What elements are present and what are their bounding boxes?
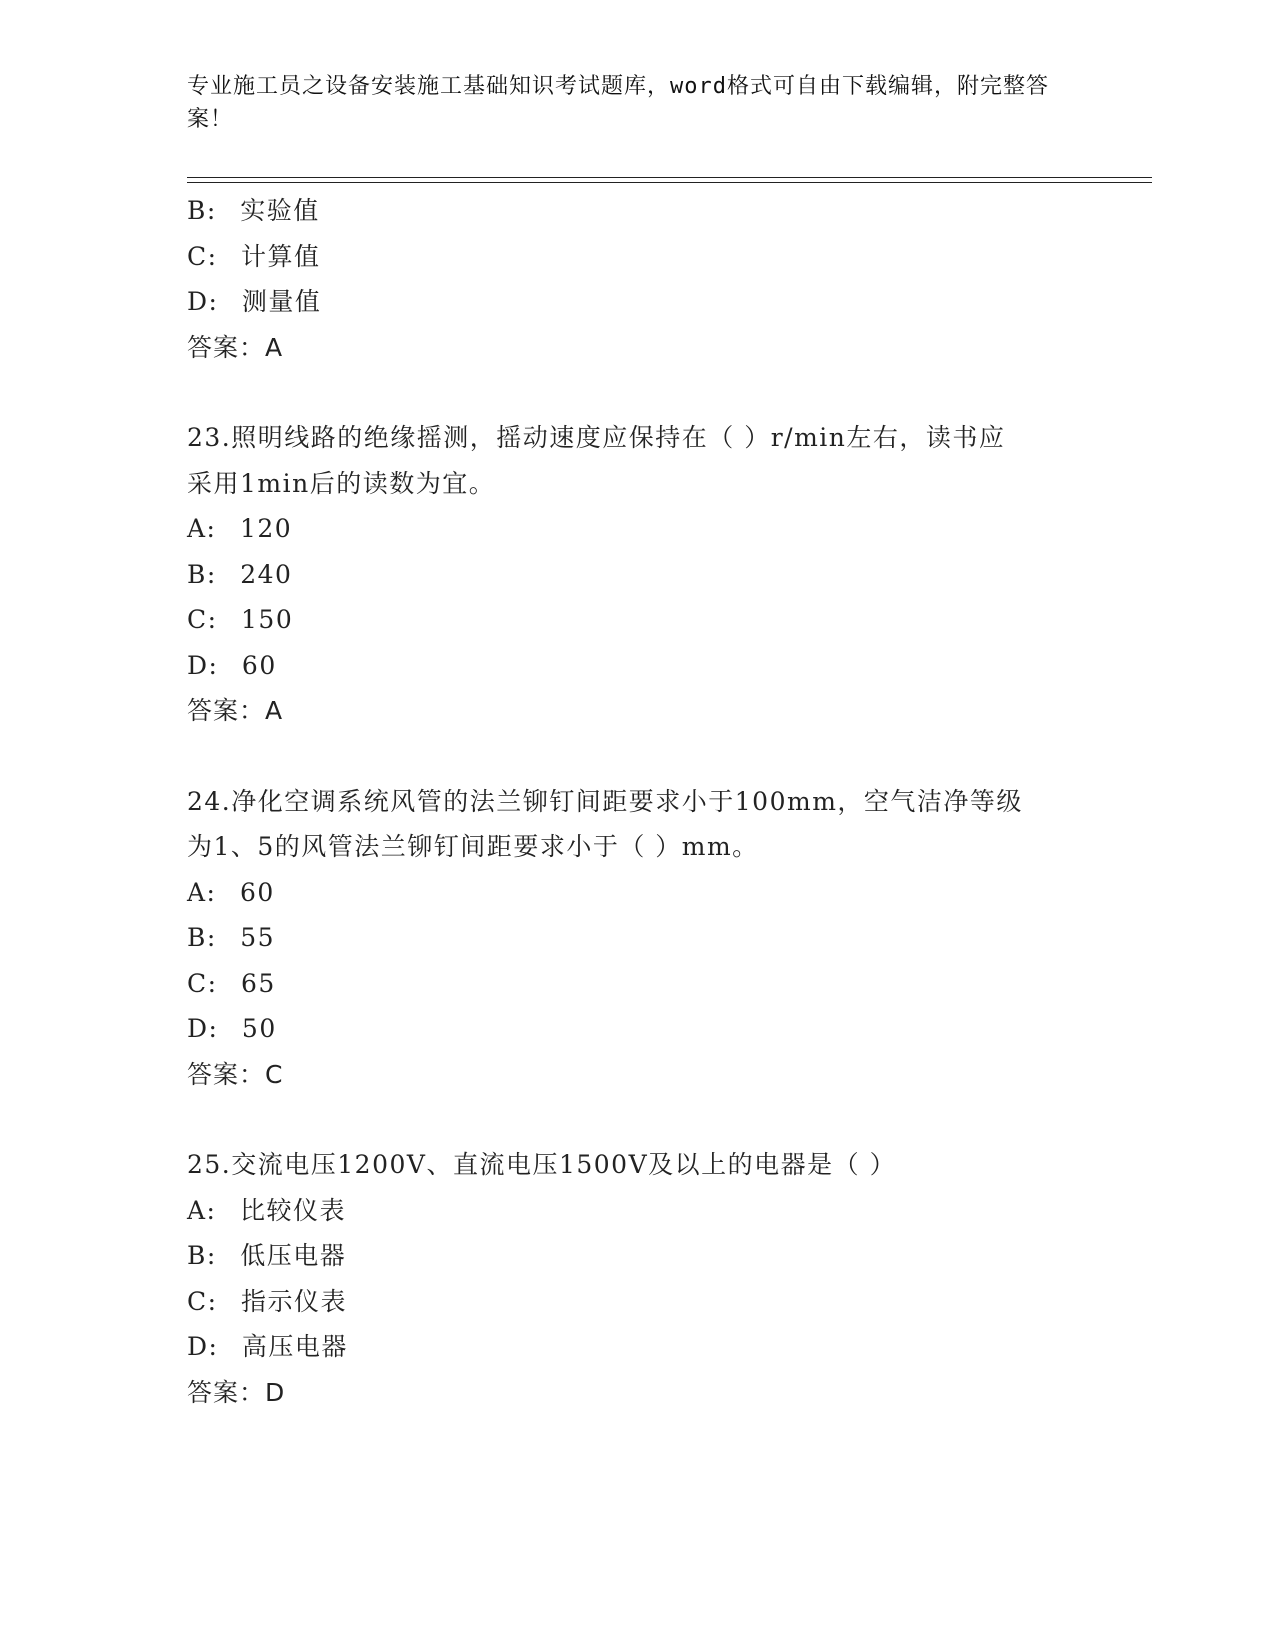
- spacer: [187, 370, 1087, 415]
- option-row: [187, 279, 1087, 325]
- question-stem: [187, 779, 1087, 870]
- option-text: 低压电器: [240, 1241, 347, 1270]
- option-row: [187, 643, 1087, 689]
- option-label: C:: [187, 241, 218, 271]
- option-text: 60: [239, 877, 275, 907]
- option-row: [187, 1324, 1087, 1370]
- header-title: 专业施工员之设备安装施工基础知识考试题库，word格式可自由下载编辑，附完整答案！: [187, 74, 1049, 132]
- answer-line: 答案：A: [187, 696, 284, 725]
- option-label: D:: [187, 287, 219, 316]
- question-text-line-2: 采用1min后的读数为宜。: [187, 468, 496, 498]
- option-label: C:: [187, 968, 218, 998]
- spacer: [187, 734, 1087, 779]
- option-text: 比较仪表: [239, 1195, 346, 1225]
- option-label: D:: [187, 1014, 219, 1043]
- question-list: [187, 188, 1087, 1415]
- question-25: [187, 1142, 1087, 1415]
- option-label: B:: [187, 559, 217, 589]
- option-text: 55: [240, 923, 276, 952]
- question-number: 23.: [187, 423, 232, 452]
- option-label: B:: [187, 1241, 217, 1270]
- option-text: 测量值: [241, 287, 322, 316]
- question-text-line-1: 交流电压1200V、直流电压1500V及以上的电器是（ ）: [231, 1150, 897, 1179]
- question-24: [187, 779, 1087, 1098]
- question-stem: [187, 415, 1087, 506]
- option-row: [187, 1006, 1087, 1052]
- option-text: 指示仪表: [241, 1286, 348, 1316]
- option-row: [187, 1233, 1087, 1279]
- question-number: 24.: [187, 786, 232, 816]
- option-row: [187, 870, 1087, 916]
- question-text-line-1: 净化空调系统风管的法兰铆钉间距要求小于100mm，空气洁净等级: [231, 786, 1023, 816]
- option-label: A:: [187, 514, 217, 543]
- option-label: D:: [187, 650, 219, 680]
- answer-line: 答案：A: [187, 332, 284, 362]
- option-row: [187, 961, 1087, 1007]
- option-text: 120: [239, 514, 293, 543]
- option-text: 计算值: [241, 241, 321, 271]
- question-23: [187, 415, 1087, 734]
- option-row: [187, 597, 1087, 643]
- option-label: A:: [187, 1195, 217, 1225]
- document-header: [187, 70, 1067, 136]
- option-text: 150: [241, 605, 294, 634]
- option-row: [187, 234, 1087, 280]
- option-row: [187, 1188, 1087, 1234]
- option-row: [187, 1279, 1087, 1325]
- option-text: 50: [241, 1014, 277, 1043]
- option-label: A:: [187, 877, 217, 907]
- option-text: 60: [241, 650, 277, 680]
- option-label: B:: [187, 923, 217, 952]
- option-label: D:: [187, 1332, 219, 1361]
- answer-line: 答案：D: [187, 1377, 286, 1407]
- option-text: 实验值: [240, 196, 320, 225]
- answer-line: 答案：C: [187, 1059, 284, 1089]
- option-text: 高压电器: [241, 1332, 348, 1361]
- option-text: 65: [241, 968, 276, 998]
- question-number: 25.: [187, 1150, 232, 1179]
- option-row: [187, 506, 1087, 552]
- question-stem: [187, 1142, 1087, 1188]
- option-label: B:: [187, 196, 217, 225]
- question-text-line-2: 为1、5的风管法兰铆钉间距要求小于（ ）mm。: [187, 832, 759, 861]
- question-text-line-1: 照明线路的绝缘摇测，摇动速度应保持在（ ）r/min左右，读书应: [231, 423, 1006, 452]
- header-divider-top: [187, 177, 1152, 178]
- option-label: C:: [187, 1286, 218, 1316]
- option-row: [187, 188, 1087, 234]
- spacer: [187, 1097, 1087, 1142]
- header-divider-bottom: [187, 182, 1152, 183]
- prev-question-block: [187, 188, 1087, 370]
- option-label: C:: [187, 605, 218, 634]
- option-row: [187, 552, 1087, 598]
- option-row: [187, 915, 1087, 961]
- option-text: 240: [240, 559, 293, 589]
